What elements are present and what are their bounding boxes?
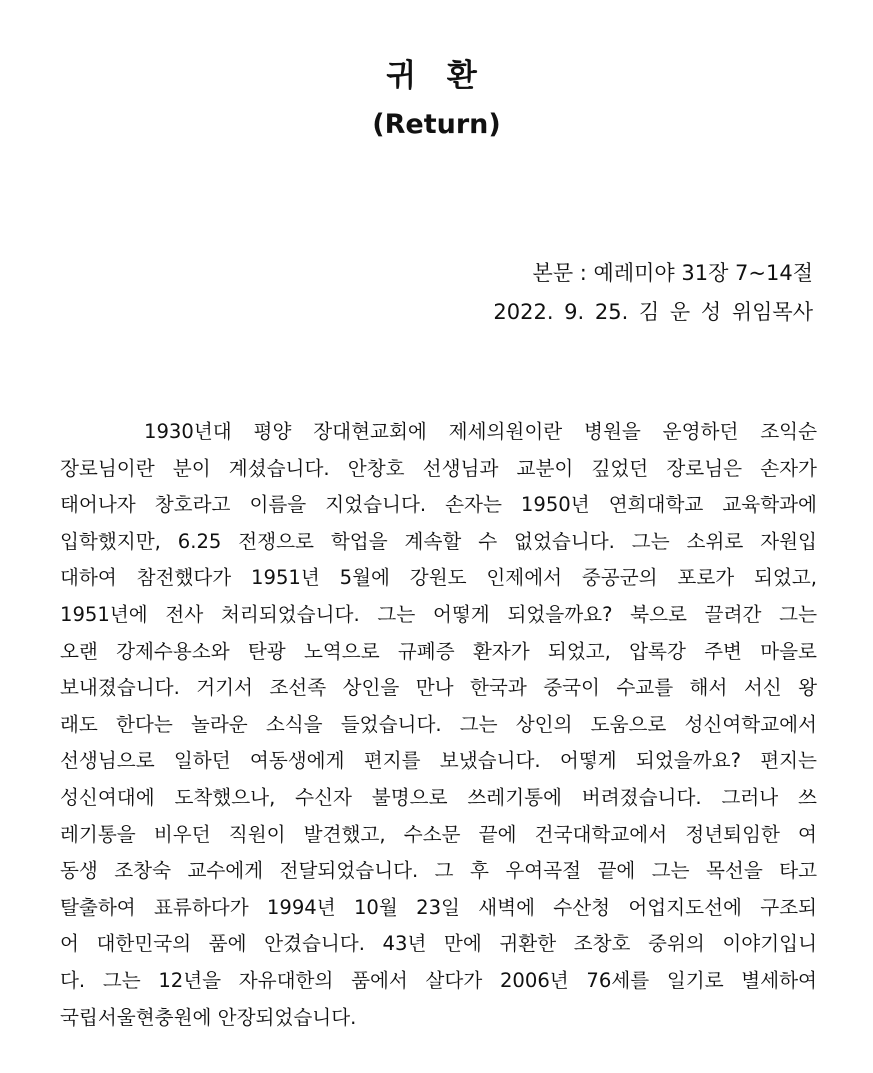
body-line: 레기통을 비우던 직원이 발견했고, 수소문 끝에 건국대학교에서 정년퇴임한 여 <box>60 822 817 846</box>
body-line: 래도 한다는 놀라운 소식을 들었습니다. 그는 상인의 도움으로 성신여학교에서 <box>60 712 817 736</box>
body-line: 입학했지만, 6.25 전쟁으로 학업을 계속할 수 없었습니다. 그는 소위로 자원입 <box>60 529 817 553</box>
body-line: 1930년대 평양 장대현교회에 제세의원이란 병원을 운영하던 조익순 <box>144 420 817 443</box>
body-line: 다. 그는 12년을 자유대한의 품에서 살다가 2006년 76세를 일기로 별세하여 <box>60 968 817 992</box>
scripture-reference: 본문 : 예레미야 31장 7~14절 <box>532 261 813 285</box>
body-line: 탈출하여 표류하다가 1994년 10월 23일 새벽에 수산청 어업지도선에 구조되 <box>60 895 817 919</box>
body-line: 오랜 강제수용소와 탄광 노역으로 규폐증 환자가 되었고, 압록강 주변 마을로 <box>60 639 817 663</box>
body-line: 선생님으로 일하던 여동생에게 편지를 보냈습니다. 어떻게 되었을까요? 편지는 <box>60 749 817 773</box>
body-line: 국립서울현충원에 안장되었습니다. <box>60 1005 357 1029</box>
body-line: 성신여대에 도착했으나, 수신자 불명으로 쓰레기통에 버려졌습니다. 그러나 쓰 <box>60 785 817 809</box>
body-line: 1951년에 전사 처리되었습니다. 그는 어떻게 되었을까요? 북으로 끌려간 그는 <box>60 602 817 626</box>
date-and-preacher: 2022. 9. 25. 김 운 성 위임목사 <box>493 300 813 324</box>
page-title: 귀 환 <box>386 58 487 94</box>
body-line: 어 대한민국의 품에 안겼습니다. 43년 만에 귀환한 조창호 중위의 이야기입니 <box>60 932 817 956</box>
sermon-body <box>60 414 817 1036</box>
body-line: 대하여 참전했다가 1951년 5월에 강원도 인제에서 중공군의 포로가 되었고, <box>60 566 817 590</box>
page-subtitle: (Return) <box>372 109 501 140</box>
body-line: 태어나자 창호라고 이름을 지었습니다. 손자는 1950년 연희대학교 교육학과에 <box>60 493 817 517</box>
body-line: 동생 조창숙 교수에게 전달되었습니다. 그 후 우여곡절 끝에 그는 목선을 타고 <box>60 859 817 883</box>
body-line: 장로님이란 분이 계셨습니다. 안창호 선생님과 교분이 깊었던 장로님은 손자가 <box>60 456 817 480</box>
body-line: 보내졌습니다. 거기서 조선족 상인을 만나 한국과 중국이 수교를 해서 서신 왕 <box>60 676 817 700</box>
